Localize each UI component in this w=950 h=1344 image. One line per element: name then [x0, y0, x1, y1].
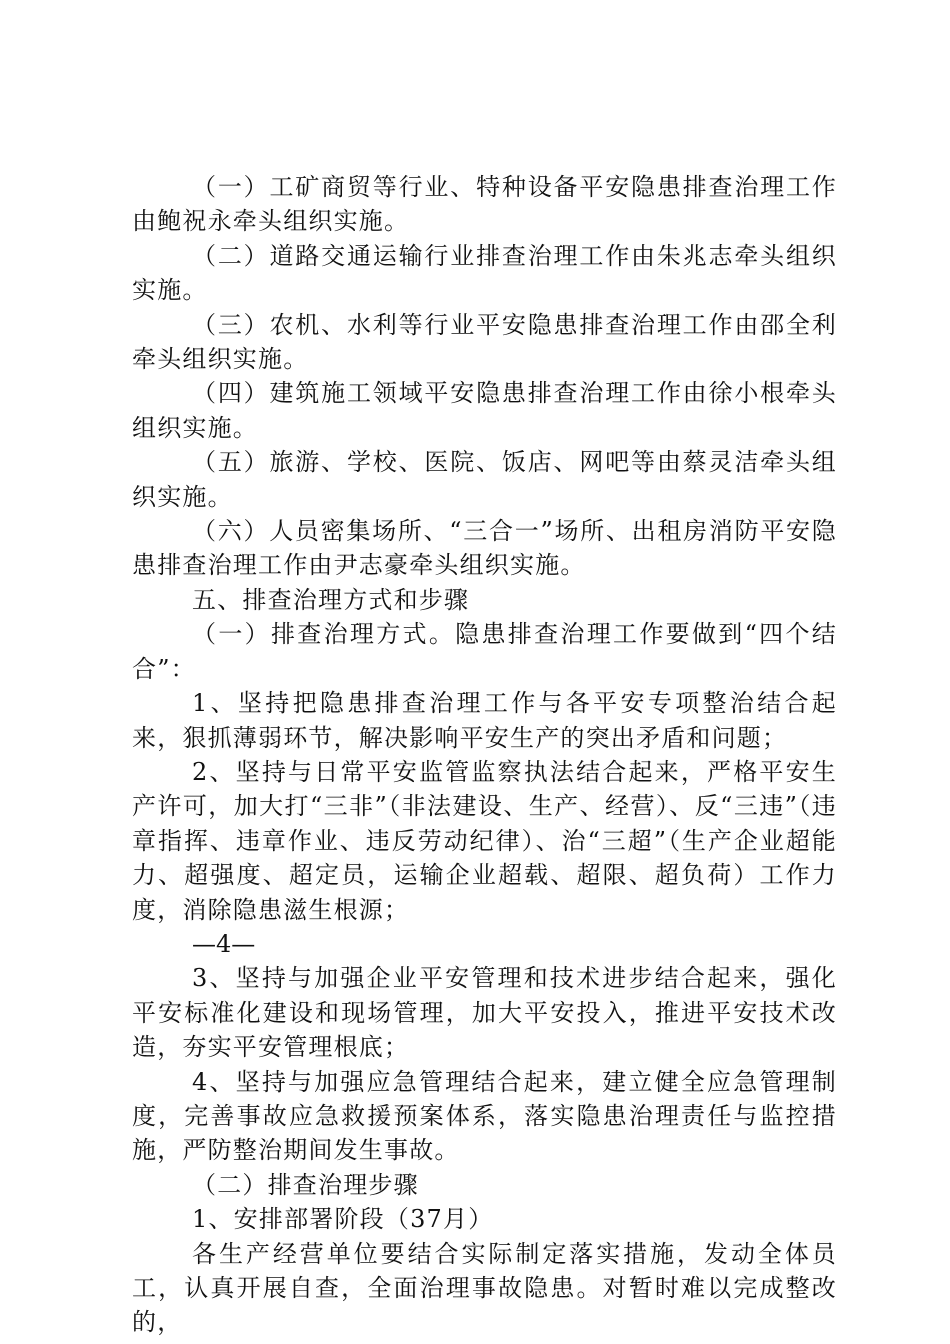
- paragraph-agri-water: （三）农机、水利等行业平安隐患排查治理工作由邵全利牵头组织实施。: [132, 310, 837, 374]
- paragraph-step-1-body: 各生产经营单位要结合实际制定落实措施，发动全体员工，认真开展自查，全面治理事故隐患。对暂时难以完成整改的，: [132, 1239, 837, 1337]
- list-item-combination-4: 4、坚持与加强应急管理结合起来，建立健全应急管理制度，完善事故应急救援预案体系，落实隐患治理责任与监控措施，严防整治期间发生事故。: [132, 1067, 837, 1165]
- document-page: [132, 170, 837, 1340]
- list-item-combination-1: 1、坚持把隐患排查治理工作与各平安专项整治结合起来，狠抓薄弱环节，解决影响平安生产的突出矛盾和问题；: [132, 689, 837, 752]
- list-item-combination-2: 2、坚持与日常平安监管监察执法结合起来，严格平安生产许可，加大打“三非”（非法建设、生产、经营）、反“三违”（违章指挥、违章作业、违反劳动纪律）、治“三超”（生产企业超能力、超强度、超定员，运输企业超载、超限、超负荷）工作力度，消除隐患滋生根源；: [132, 757, 837, 924]
- list-item-combination-3: 3、坚持与加强企业平安管理和技术进步结合起来，强化平安标准化建设和现场管理，加大平安投入，推进平安技术改造，夯实平安管理根底；: [132, 964, 837, 1062]
- paragraph-methods-intro: （一）排查治理方式。隐患排查治理工作要做到“四个结合”：: [132, 620, 837, 683]
- section-heading-methods-steps: 五、排查治理方式和步骤: [192, 585, 470, 614]
- paragraph-construction: （四）建筑施工领域平安隐患排查治理工作由徐小根牵头组织实施。: [132, 379, 837, 442]
- paragraph-mining-commerce: （一）工矿商贸等行业、特种设备平安隐患排查治理工作由鲍祝永牵头组织实施。: [132, 173, 837, 236]
- paragraph-crowded-places: （六）人员密集场所、“三合一”场所、出租房消防平安隐患排查治理工作由尹志豪牵头组织实施。: [132, 517, 837, 580]
- paragraph-tourism-schools: （五）旅游、学校、医院、饭店、网吧等由蔡灵洁牵头组织实施。: [132, 448, 837, 511]
- paragraph-road-transport: （二）道路交通运输行业排查治理工作由朱兆志牵头组织实施。: [132, 241, 837, 305]
- step-1-heading: 1、安排部署阶段（37月）: [192, 1205, 494, 1234]
- page-number: —4—: [192, 929, 256, 958]
- subheading-steps: （二）排查治理步骤: [192, 1170, 419, 1199]
